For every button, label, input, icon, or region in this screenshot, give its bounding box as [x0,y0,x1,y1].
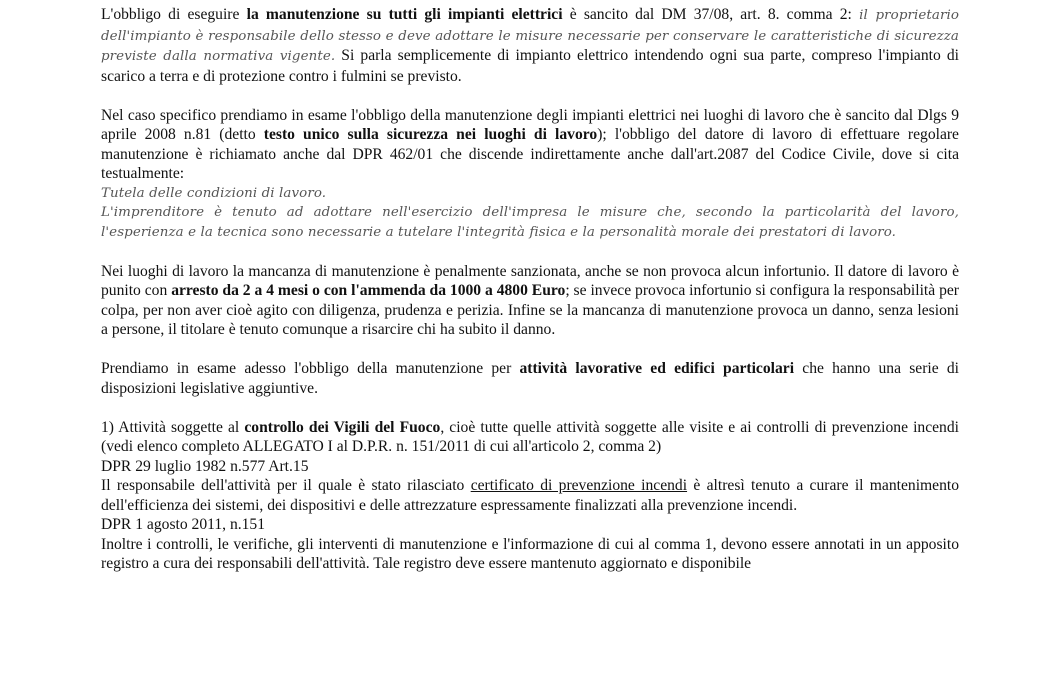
text: ; se invece provoca infortunio si configura la responsabilità per colpa, per non aver cioè agito con diligenza, prudenza e perizia. Infine se la mancanza di manutenzione provoca un danno, senza lesioni a persone, il titolare è tenuto comunque a risarcire chi ha subito il danno. [101,282,959,338]
bold-text: controllo dei Vigili del Fuoco [244,418,441,436]
text: che hanno una serie di disposizioni legislative aggiuntive. [101,360,959,397]
paragraph-luoghi-lavoro [101,106,959,184]
text: è sancito dal DM 37/08, art. 8. comma 2: [562,6,860,23]
bold-text: testo unico sulla sicurezza nei luoghi di lavoro [263,126,598,143]
underlined-text: certificato di prevenzione incendi [470,477,688,494]
text: Nel caso specifico prendiamo in esame l'obbligo della manutenzione degli impianti elettrici nei luoghi di lavoro che è sancito dal Dlgs 9 aprile 2008 n.81 (detto [101,106,959,143]
text: ); l'obbligo del datore di lavoro di effettuare regolare manutenzione è richiamato anche dal DPR 462/01 che discende indirettamente anche dall'art.2087 del Codice Civile, dove si cita testualmente: [101,126,959,182]
paragraph-sanzioni [101,262,959,340]
text: è altresì tenuto a curare il mantenimento dell'efficienza dei sistemi, dei dispositivi e delle attrezzature espressamente finalizzati alla prevenzione incendi. [101,477,960,514]
italic-quote-title: Tutela delle condizioni di lavoro. [101,185,327,201]
paragraph-registro: Inoltre i controlli, le verifiche, gli interventi di manutenzione e l'informazione di cui al comma 1, devono essere annotati in un apposito registro a cura dei responsabili dell'attività. Tale registro deve essere mantenuto aggiornato e disponibile [101,535,959,572]
text: L'obbligo di eseguire [101,6,247,23]
bold-text: attività lavorative ed edifici particolari [519,360,795,377]
law-reference-dpr-577: DPR 29 luglio 1982 n.577 Art.15 [101,457,309,475]
text: 1) Attività soggette al [101,418,245,436]
law-reference-dpr-151: DPR 1 agosto 2011, n.151 [101,516,266,533]
text: Il responsabile dell'attività per il quale è stato rilasciato [101,477,471,494]
paragraph-responsabile [101,476,959,515]
bold-text: arresto da 2 a 4 mesi o con l'ammenda da 1000 a 4800 Euro [171,282,566,299]
paragraph-obbligo-manutenzione [101,5,959,86]
italic-quote-body: L'imprenditore è tenuto ad adottare nell'esercizio dell'impresa le misure che, secondo la particolarità del lavoro, l'esperienza e la tecnica sono necessarie a tutelare l'integrità fisica e la personalità morale dei prestatori di lavoro. [101,205,959,240]
paragraph-vigili-fuoco [101,418,959,457]
text: Prendiamo in esame adesso l'obbligo della manutenzione per [101,360,520,377]
text: , cioè tutte quelle attività soggette alle visite e ai controlli di prevenzione incendi (vedi elenco completo ALLEGATO I al D.P.R. n. 151/2011 di cui all'articolo 2, comma 2) [101,418,959,455]
italic-quote: il proprietario dell'impianto è responsabile dello stesso e deve adottare le misure necessarie per conservare le caratteristiche di sicurezza previste dalla normativa vigente. [101,8,960,64]
document-body [101,5,959,574]
bold-text: la manutenzione su tutti gli impianti elettrici [246,6,563,23]
text: Nei luoghi di lavoro la mancanza di manutenzione è penalmente sanzionata, anche se non provoca alcun infortunio. Il datore di lavoro è punito con [101,262,959,299]
text: Si parla semplicemente di impianto elettrico intendendo ogni sua parte, compreso l'impianto di scarico a terra e di protezione contro i fulmini se previsto. [101,47,959,85]
paragraph-attivita-particolari [101,359,959,398]
